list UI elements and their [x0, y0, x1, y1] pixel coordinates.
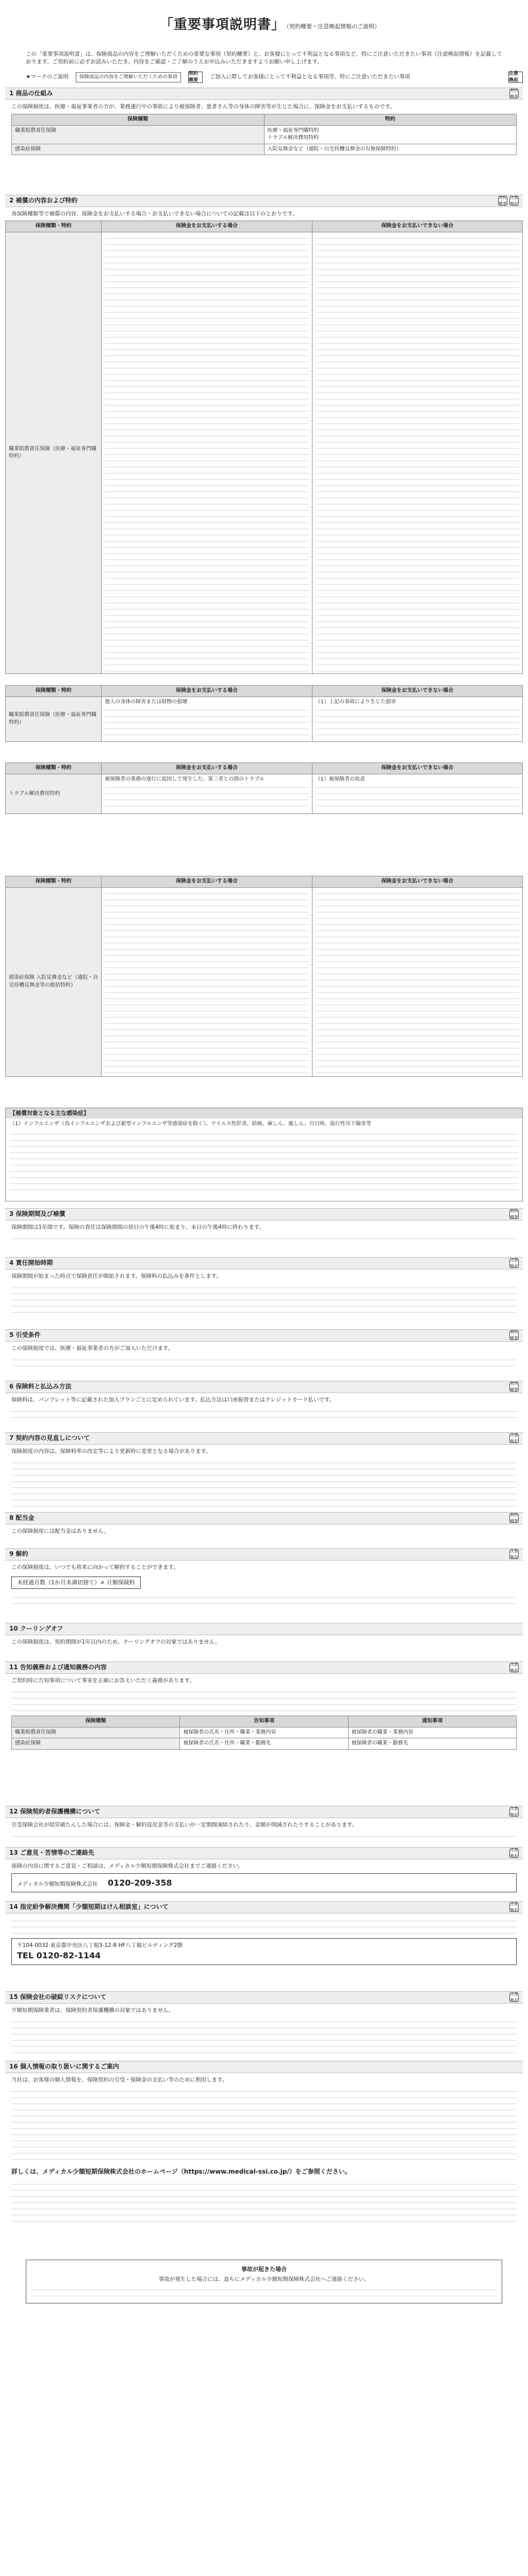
section-2-header	[5, 195, 523, 207]
section-1-title: 1 商品の仕組み	[9, 90, 53, 97]
coverage-table-sub	[5, 685, 523, 742]
section-5-body: この保険制度では、医療・福祉事業者の方がご加入いただけます。	[11, 1345, 174, 1351]
section-13-title: 13 ご意見・苦情等のご連絡先	[9, 1849, 94, 1857]
caution-icon: 注意喚起	[510, 1662, 518, 1673]
table-header: 保険種類・特約	[6, 876, 102, 888]
section-1	[5, 88, 523, 155]
section-16-body: 当社は、お客様の個人情報を、保険契約の引受・保険金の支払い等のために利用します。	[11, 2077, 228, 2083]
caution-icon: 注意喚起	[510, 1848, 518, 1858]
section-12-body: 引受保険会社が経営破たんした場合には、保険金・解約返戻金等の支払いが一定期間凍結されたり、金額が削減されたりすることがあります。	[11, 1822, 358, 1828]
no-pay-text: （1）上記の事故により生じた損害	[315, 699, 396, 705]
section-9-body: この保険制度は、いつでも将来に向かって解約することができます。	[11, 1564, 179, 1570]
section-11-body: ご契約時に告知事項について事実を正確にお答えいただく義務があります。	[11, 1677, 195, 1684]
section-9-title: 9 解約	[9, 1550, 28, 1558]
phone-number[interactable]: 0120-209-358	[108, 1878, 172, 1888]
infection-list-body: （1）インフルエンザ（鳥インフルエンザおよび新型インフルエンザ等感染症を除く）、ウイルス性肝炎、結核、麻しん、風しん、百日咳、流行性耳下腺炎等	[10, 1121, 371, 1127]
section-6	[5, 1381, 523, 1422]
table-cell	[312, 887, 522, 1077]
section-5-title: 5 引受条件	[9, 1331, 41, 1339]
table-cell	[312, 697, 522, 742]
infection-list-box	[5, 1108, 523, 1201]
table-header: 保険種類	[12, 1716, 180, 1727]
table-header: 保険金をお支払いする場合	[102, 221, 312, 232]
table-header: 保険金をお支払いする場合	[102, 763, 312, 774]
disclosure-table	[11, 1716, 517, 1750]
section-7-title: 7 契約内容の見直しについて	[9, 1434, 90, 1442]
caution-icon: 注意喚起	[510, 1549, 518, 1560]
section-11	[5, 1662, 523, 1753]
table-header: 保険金をお支払いできない場合	[312, 686, 522, 697]
section-2-title: 2 補償の内容および特約	[9, 197, 78, 205]
caution-icon: 注意喚起	[510, 1806, 518, 1817]
table-row	[12, 144, 517, 155]
section-10-body: この保険制度は、契約期間が1年以内のため、クーリングオフの対象ではありません。	[11, 1639, 221, 1645]
table-cell	[102, 887, 312, 1077]
contract-summary-mark: 契約概要	[188, 72, 203, 83]
pay-cases-cell	[102, 232, 312, 674]
document-title: 「重要事項説明書」	[160, 17, 286, 32]
coverage-table-main	[5, 221, 523, 674]
table-cell	[102, 697, 312, 742]
table-cell: 被保険者の職業・業務内容	[348, 1727, 516, 1738]
table-cell: 職業賠償責任保険（医療・福祉専門職特約）	[6, 697, 102, 742]
table-header: 保険金をお支払いする場合	[102, 686, 312, 697]
section-15-title: 15 保険会社の破綻リスクについて	[9, 1993, 107, 2001]
intro-text: この「重要事項説明書」は、保険商品の内容をご理解いただくための重要な事項（契約概要）と、お客様にとって不利益となる事項など、特にご注意いただきたい事項（注意喚起情報）を記載しております。ご契約前に必ずお読みいただき、内容をご確認・ご了解のうえお申込みいただきますようお願い申し上げます。	[26, 51, 502, 65]
section-10	[5, 1623, 523, 1649]
section-16-title: 16 個人情報の取り扱いに関するご案内	[9, 2063, 119, 2071]
section-8	[5, 1512, 523, 1538]
summary-icon: 契約概要	[510, 1513, 518, 1523]
caution-icon: 注意喚起	[510, 195, 518, 206]
section-2-body: 各保険種類等で補償の内容、保険金をお支払いする場合・お支払いできない場合についての記載は以下のとおりです。	[11, 211, 298, 217]
table-header: 保険種類・特約	[6, 221, 102, 232]
legend-item-1: 保険商品の内容をご理解いただくための事項	[76, 72, 181, 82]
caution-icon: 注意喚起	[510, 1258, 518, 1268]
section-14	[5, 1901, 523, 1968]
summary-icon: 契約概要	[510, 1381, 518, 1392]
mark-legend	[5, 67, 523, 88]
table-cell	[102, 774, 312, 814]
legend-item-2: ご加入に際してお客様にとって不利益となる事項等、特にご注意いただきたい事項	[209, 74, 410, 80]
adr-address: 〒104-0032 東京都中央区八丁堀3-12-8 HF八丁堀ビルディング2階	[17, 1942, 183, 1948]
table-cell: 感染症保険	[12, 1738, 180, 1750]
section-11-title: 11 告知義務および通知義務の内容	[9, 1664, 107, 1671]
summary-icon: 契約概要	[510, 1330, 518, 1341]
table-header: 保険金をお支払いできない場合	[312, 221, 522, 232]
table-row	[12, 125, 517, 144]
section-8-body: この保険制度には配当金はありません。	[11, 1528, 109, 1534]
caution-mark: 注意喚起	[508, 72, 523, 83]
summary-icon: 契約概要	[499, 195, 507, 206]
accident-box-body: 事故が発生した場合には、直ちにメディカル少額短期保険株式会社へご連絡ください。	[158, 2276, 370, 2282]
table-header: 保険金をお支払いできない場合	[312, 763, 522, 774]
contact-box	[11, 1873, 517, 1892]
section-13	[5, 1847, 523, 1895]
document-header	[5, 0, 523, 67]
section-7	[5, 1432, 523, 1510]
table-header: 保険金をお支払いできない場合	[312, 876, 522, 888]
section-2	[5, 195, 523, 221]
table-row	[12, 1738, 517, 1750]
section-13-body: 保険の内容に関するご意見・ご相談は、メディカル少額短期保険株式会社までご連絡ください。	[11, 1863, 244, 1869]
pay-text: 他人の身体の障害または財物の損壊	[105, 699, 188, 705]
section-6-title: 6 保険料と払込み方法	[9, 1383, 72, 1391]
summary-icon: 契約概要	[510, 1209, 518, 1219]
table-cell: 職業賠償責任保険	[12, 1727, 180, 1738]
section-9	[5, 1548, 523, 1607]
table-cell: 入院見舞金など（通院・自宅待機見舞金の有無保険特約）	[264, 144, 517, 155]
table-header: 保険種類・特約	[6, 763, 102, 774]
table-row	[12, 1727, 517, 1738]
infection-list-title: 【補償対象となる主な感染症】	[6, 1108, 522, 1118]
section-1-header	[5, 88, 523, 100]
summary-icon: 契約概要	[510, 88, 518, 99]
section-3-body: 保険期間は1年間です。保険の責任は保険期間の初日の午後4時に始まり、末日の午後4時に終わります。	[11, 1224, 265, 1230]
caution-icon: 注意喚起	[510, 1992, 518, 2003]
no-pay-text: （1）被保険者の故意	[315, 776, 365, 782]
table-header: 保険種類・特約	[6, 686, 102, 697]
section-3-title: 3 保険期間及び補償	[9, 1210, 65, 1218]
caution-icon: 注意喚起	[510, 1433, 518, 1444]
section-4	[5, 1257, 523, 1314]
section-4-title: 4 責任開始時期	[9, 1259, 53, 1267]
company-name: メディカル少額短期保険株式会社	[17, 1881, 98, 1888]
section-10-title: 10 クーリングオフ	[9, 1625, 63, 1633]
section-15-body: 少額短期保険業者は、保険契約者保護機構の対象ではありません。	[11, 2007, 174, 2013]
section-15	[5, 1991, 523, 2059]
adr-contact-box	[11, 1938, 517, 1965]
trouble-resolution-table	[5, 762, 523, 814]
section-4-body: 保険期間が始まった時点で保険責任が開始されます。保険料の払込みを条件とします。	[11, 1273, 222, 1279]
caution-icon: 注意喚起	[510, 1902, 518, 1912]
table-cell: 医療・福祉専門職特約 トラブル解決費用特約	[264, 125, 517, 144]
table-header: 保険金をお支払いする場合	[102, 876, 312, 888]
section-16	[5, 2061, 523, 2226]
section-1-body: この保険制度は、医療・福祉事業者の方が、業務遂行中の事故により被保険者、患者さん等の身体の障害等が生じた場合に、保険金をお支払いするものです。	[11, 104, 395, 110]
infection-table	[5, 876, 523, 1077]
table-cell: 被保険者の氏名・住所・職業・業務内容	[180, 1727, 348, 1738]
legend-label: ★マークのご説明	[26, 74, 69, 80]
section-6-body: 保険料は、パンフレット等に記載された加入プランごとに定められています。払込方法は口座振替またはクレジットカード払いです。	[11, 1397, 335, 1403]
accident-box	[5, 2257, 523, 2307]
document-subtitle: （契約概要・注意喚起情報のご説明）	[284, 23, 380, 30]
product-structure-table	[11, 114, 517, 155]
accident-box-title: 事故が起きた場合	[241, 2266, 287, 2273]
table-cell: 職業賠償責任保険	[12, 125, 265, 144]
table-cell: トラブル解決費用特約	[6, 774, 102, 814]
pay-text: 被保険者の業務の遂行に起因して発生した、第三者との間のトラブル	[105, 776, 265, 782]
section-7-body: 保険制度の内容は、保険料率の改定等により更新時に変更となる場合があります。	[11, 1448, 211, 1454]
table-header: 通知事項	[348, 1716, 516, 1727]
section-12	[5, 1806, 523, 1839]
no-pay-cases-cell	[312, 232, 522, 674]
table-header: 告知事項	[180, 1716, 348, 1727]
table-cell	[312, 774, 522, 814]
table-cell: 感染症保険 入院見舞金など（通院・自宅待機見舞金等の総括特約）	[6, 887, 102, 1077]
section-14-title: 14 指定紛争解決機関「少額短期ほけん相談室」について	[9, 1903, 169, 1911]
table-cell: 被保険者の氏名・住所・職業・勤務先	[180, 1738, 348, 1750]
table-header: 保険種類	[12, 114, 265, 126]
table-cell: 被保険者の職業・勤務先	[348, 1738, 516, 1750]
website-link[interactable]: 詳しくは、メディカル少額短期保険株式会社のホームページ（https://www.medical-ssi.co.jp/）をご参照ください。	[11, 2168, 351, 2176]
adr-phone[interactable]: TEL 0120-82-1144	[17, 1951, 101, 1961]
section-3	[5, 1208, 523, 1245]
section-8-title: 8 配当金	[9, 1514, 35, 1522]
section-5	[5, 1329, 523, 1371]
table-header: 特約	[264, 114, 517, 126]
table-cell: 感染症保険	[12, 144, 265, 155]
table-cell: 職業賠償責任保険（医療・福祉専門職特約）	[6, 232, 102, 674]
section-12-title: 12 保険契約者保護機構について	[9, 1808, 101, 1816]
refund-formula: 未経過月数（1か月未満切捨て）× 月額保険料	[11, 1577, 141, 1589]
